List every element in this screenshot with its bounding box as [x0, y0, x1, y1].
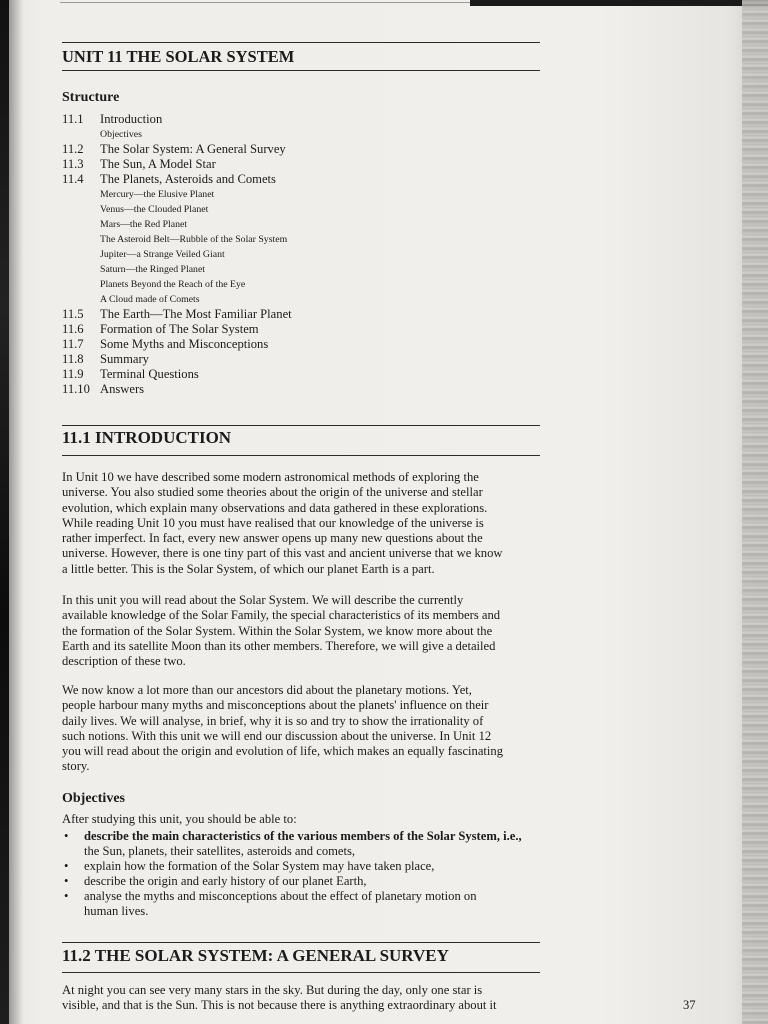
toc-title: The Sun, A Model Star	[100, 157, 216, 171]
toc-subtitle: The Asteroid Belt—Rubble of the Solar System	[100, 234, 288, 245]
toc-number: 11.5	[62, 307, 84, 321]
toc-title: The Planets, Asteroids and Comets	[100, 172, 276, 186]
text-line: a little better. This is the Solar System, of which our planet Earth is a part.	[62, 561, 435, 576]
toc-number: 11.9	[62, 367, 84, 381]
toc-title: Terminal Questions	[100, 367, 199, 381]
toc-subentry	[62, 202, 542, 217]
toc-entry	[62, 307, 542, 322]
survey-paragraph	[62, 983, 542, 1014]
toc-entry	[62, 352, 542, 367]
text-line: the Sun, planets, their satellites, asteroids and comets,	[84, 843, 356, 858]
text-line: While reading Unit 10 you must have realised that our knowledge of the universe is	[62, 515, 484, 530]
toc-number: 11.4	[62, 172, 84, 186]
toc-number: 11.1	[62, 112, 84, 126]
toc-subentry	[62, 217, 542, 232]
page-stack-edge	[742, 0, 768, 1024]
toc-entry	[62, 157, 542, 172]
scan-top-line	[60, 2, 470, 3]
toc-subtitle: Jupiter—a Strange Veiled Giant	[100, 249, 225, 260]
text-line: you will read about the origin and evolution of life, which makes an equally fascinating	[62, 744, 504, 759]
toc-subentry	[62, 232, 542, 247]
toc-number: 11.6	[62, 322, 84, 336]
toc-title: Summary	[100, 352, 149, 366]
title-rule-top	[62, 42, 540, 43]
toc-entry	[62, 337, 542, 352]
intro-paragraph-1	[62, 470, 542, 577]
text-line: description of these two.	[62, 654, 186, 669]
text-line: such notions. With this unit we will end our discussion about the universe. In Unit 12	[62, 728, 492, 743]
toc-title: Some Myths and Misconceptions	[100, 337, 269, 351]
toc-subentry	[62, 127, 542, 142]
text-line: We now know a lot more than our ancestors did about the planetary motions. Yet,	[62, 683, 472, 697]
text-line: explain how the formation of the Solar System may have taken place,	[84, 858, 435, 873]
toc-entry	[62, 172, 542, 187]
toc-subentry	[62, 247, 542, 262]
book-binding-edge	[0, 0, 9, 1024]
toc-subentry	[62, 262, 542, 277]
toc-subtitle: Mars—the Red Planet	[100, 219, 188, 230]
text-line: the formation of the Solar System. Within the Solar System, we know more about the	[62, 623, 493, 638]
introduction-heading: 11.1 INTRODUCTION	[62, 428, 232, 447]
intro-paragraph-3	[62, 683, 542, 775]
text-line: Earth and its satellite Moon than its other members. Therefore, we will give a detailed	[62, 638, 496, 653]
table-of-contents	[62, 112, 542, 397]
toc-subentry	[62, 187, 542, 202]
toc-entry	[62, 142, 542, 157]
section-rule-top	[62, 425, 540, 426]
bullet-icon: •	[64, 858, 69, 873]
toc-number: 11.10	[62, 382, 90, 396]
toc-number: 11.8	[62, 352, 84, 366]
binding-shadow	[9, 0, 23, 1024]
survey-heading: 11.2 THE SOLAR SYSTEM: A GENERAL SURVEY	[62, 946, 449, 965]
text-line: analyse the myths and misconceptions about the effect of planetary motion on	[84, 889, 477, 904]
toc-subtitle: Mercury—the Elusive Planet	[100, 189, 215, 200]
section-rule-top	[62, 942, 540, 943]
toc-subentry	[62, 292, 542, 307]
bullet-icon: •	[64, 889, 69, 904]
structure-heading: Structure	[62, 90, 120, 105]
objectives-heading: Objectives	[62, 791, 125, 806]
section-rule-bottom	[62, 972, 540, 973]
toc-number: 11.3	[62, 157, 84, 171]
toc-title: The Solar System: A General Survey	[100, 142, 286, 156]
text-line: story.	[62, 759, 90, 774]
toc-number: 11.2	[62, 142, 84, 156]
toc-title: Introduction	[100, 112, 163, 126]
intro-paragraph-2	[62, 593, 542, 669]
text-line: evolution, which explain many observations and data gathered in these explorations.	[62, 500, 488, 515]
toc-subtitle: Saturn—the Ringed Planet	[100, 264, 206, 275]
text-line: daily lives. We will analyse, in brief, why it is so and try to show the irrationality of	[62, 713, 484, 728]
list-item	[62, 874, 542, 889]
toc-entry	[62, 367, 542, 382]
unit-title: UNIT 11 THE SOLAR SYSTEM	[62, 47, 295, 66]
toc-subtitle: Objectives	[100, 129, 142, 140]
toc-subtitle: A Cloud made of Comets	[100, 294, 200, 305]
toc-title: Formation of The Solar System	[100, 322, 259, 336]
toc-title: The Earth—The Most Familiar Planet	[100, 307, 292, 321]
objectives-intro: After studying this unit, you should be able to:	[62, 812, 297, 826]
text-line: people harbour many myths and misconceptions about the planets' influence on their	[62, 698, 489, 713]
section-rule-bottom	[62, 455, 540, 456]
toc-entry	[62, 112, 542, 127]
toc-subtitle: Planets Beyond the Reach of the Eye	[100, 279, 246, 290]
toc-title: Answers	[100, 382, 145, 396]
text-line: human lives.	[84, 904, 149, 919]
toc-subtitle: Venus—the Clouded Planet	[100, 204, 209, 215]
toc-entry	[62, 322, 542, 337]
objectives-list	[62, 829, 542, 920]
text-line: describe the origin and early history of our planet Earth,	[84, 874, 367, 889]
text-line: universe. You also studied some theories about the origin of the universe and stellar	[62, 485, 483, 500]
text-line: visible, and that is the Sun. This is not because there is anything extraordinary about it	[62, 998, 497, 1013]
list-item	[62, 889, 542, 919]
scan-top-edge	[470, 0, 768, 6]
text-line: available knowledge of the Solar Family, the special characteristics of its members and	[62, 608, 501, 623]
text-line: rather imperfect. In fact, every new answer opens up many new questions about the	[62, 531, 483, 546]
title-rule-bottom	[62, 70, 540, 71]
text-line: At night you can see very many stars in the sky. But during the day, only one star is	[62, 983, 483, 997]
toc-subentry	[62, 277, 542, 292]
text-line: In Unit 10 we have described some modern astronomical methods of exploring the	[62, 470, 479, 484]
toc-number: 11.7	[62, 337, 84, 351]
text-line: universe. However, there is one tiny part of this vast and ancient universe that we know	[62, 546, 503, 561]
bullet-icon: •	[64, 828, 69, 843]
text-line: In this unit you will read about the Solar System. We will describe the currently	[62, 593, 464, 607]
text-line: describe the main characteristics of the various members of the Solar System, i.e.,	[84, 828, 522, 843]
bullet-icon: •	[64, 874, 69, 889]
list-item	[62, 859, 542, 874]
list-item	[62, 829, 542, 859]
page-number: 37	[683, 998, 696, 1012]
toc-entry	[62, 382, 542, 397]
